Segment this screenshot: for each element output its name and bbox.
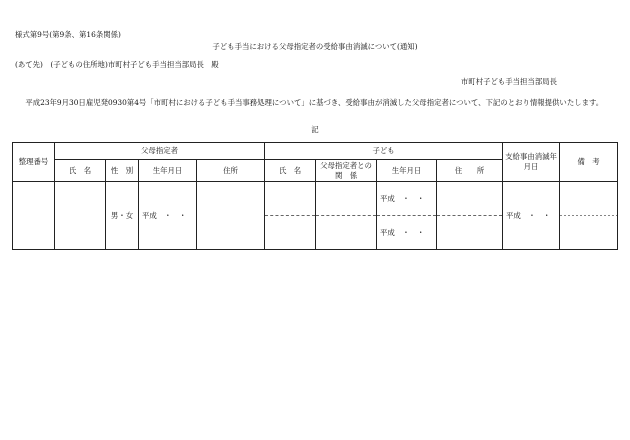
header-guardian-name: 氏 名 (55, 160, 106, 182)
ki-heading: 記 (311, 125, 319, 134)
header-end-date: 支給事由消滅年月日 (503, 143, 560, 182)
notification-table (12, 142, 618, 250)
cell-child-relation-1[interactable] (316, 182, 377, 216)
cell-guardian-name[interactable] (55, 182, 106, 250)
cell-child-name-2[interactable] (265, 216, 316, 250)
cell-child-name-1[interactable] (265, 182, 316, 216)
header-guardian-sex: 性 別 (106, 160, 139, 182)
cell-child-address-2[interactable] (437, 216, 503, 250)
sender: 市町村子ども手当担当部局長 (460, 77, 557, 86)
header-child-group: 子ども (265, 143, 503, 160)
header-remarks: 備 考 (560, 143, 618, 182)
cell-remarks[interactable] (560, 182, 618, 250)
cell-guardian-address[interactable] (197, 182, 265, 250)
form-number: 様式第9号(第9条、第16条関係) (15, 30, 121, 39)
cell-child-birth-1[interactable]: 平成 ・ ・ (377, 182, 437, 216)
cell-child-birth-2[interactable]: 平成 ・ ・ (377, 216, 437, 250)
header-child-birth: 生年月日 (377, 160, 437, 182)
addressee: (あて先) (子どもの住所地)市町村子ども手当担当部局長 殿 (15, 60, 219, 69)
header-guardian-group: 父母指定者 (55, 143, 265, 160)
cell-guardian-sex[interactable]: 男・女 (106, 182, 139, 250)
header-guardian-address: 住所 (197, 160, 265, 182)
header-child-address: 住 所 (437, 160, 503, 182)
cell-child-relation-2[interactable] (316, 216, 377, 250)
cell-end-date[interactable]: 平成 ・ ・ (503, 182, 560, 250)
header-child-name: 氏 名 (265, 160, 316, 182)
header-guardian-birth: 生年月日 (139, 160, 197, 182)
header-child-relation: 父母指定者との 関 係 (316, 160, 377, 182)
header-serial: 整理番号 (13, 143, 55, 182)
document-title: 子ども手当における父母指定者の受給事由消滅について(通知) (212, 42, 418, 51)
cell-guardian-birth[interactable]: 平成 ・ ・ (139, 182, 197, 250)
body-text: 平成23年9月30日雇児発0930第4号「市町村における子ども手当事務処理について」に基づき、受給事由が消滅した父母指定者について、下記のとおり情報提供いたします。 (25, 98, 604, 107)
cell-child-address-1[interactable] (437, 182, 503, 216)
cell-serial[interactable] (13, 182, 55, 250)
